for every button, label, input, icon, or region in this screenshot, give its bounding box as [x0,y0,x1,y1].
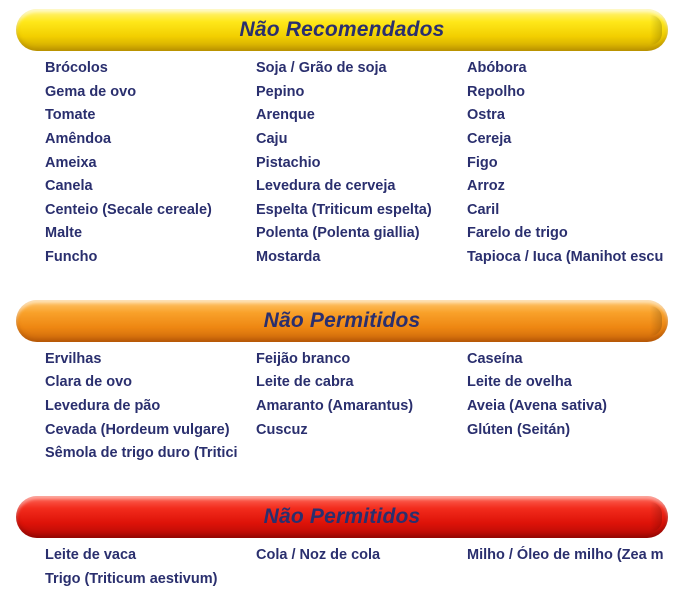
list-item: Pepino [256,84,305,100]
list-item: Trigo (Triticum aestivum) [45,571,218,587]
list-item: Clara de ovo [45,374,133,390]
list-item: Feijão branco [256,351,351,367]
list-item: Amêndoa [45,131,112,147]
list-item: Glúten (Seitán) [467,422,571,438]
section-title: Não Permitidos [263,309,421,332]
section-title: Não Permitidos [263,505,421,528]
list-item: Leite de vaca [45,547,137,563]
list-item: Levedura de pão [45,398,161,414]
list-item: Caril [467,202,500,218]
list-item: Polenta (Polenta giallia) [256,225,420,241]
list-item: Repolho [467,84,525,100]
list-item: Centeio (Secale cereale) [45,202,212,218]
list-item: Leite de cabra [256,374,354,390]
list-item: Leite de ovelha [467,374,572,390]
list-item: Soja / Grão de soja [256,60,387,76]
list-item: Funcho [45,249,98,265]
list-item: Milho / Óleo de milho (Zea m [467,547,664,563]
list-item: Aveia (Avena sativa) [467,398,607,414]
list-item: Sêmola de trigo duro (Tritici [45,445,238,461]
section-title: Não Recomendados [239,18,445,41]
list-item: Brócolos [45,60,108,76]
list-item: Cola / Noz de cola [256,547,381,563]
list-item: Arenque [256,107,315,123]
list-item: Malte [45,225,83,241]
list-item: Pistachio [256,155,321,171]
list-item: Cereja [467,131,512,147]
list-item: Amaranto (Amarantus) [256,398,414,414]
list-item: Mostarda [256,249,321,265]
banner-nao-permitidos-red [16,496,668,538]
list-item: Figo [467,155,498,171]
list-item: Cevada (Hordeum vulgare) [45,422,230,438]
list-item: Tomate [45,107,96,123]
list-item: Arroz [467,178,505,194]
list-item: Espelta (Triticum espelta) [256,202,432,218]
list-item: Ervilhas [45,351,102,367]
list-item: Levedura de cerveja [256,178,396,194]
list-item: Caju [256,131,288,147]
list-item: Tapioca / Iuca (Manihot escu [467,249,664,265]
banner-nao-recomendados [16,9,668,51]
list-item: Canela [45,178,93,194]
banner-nao-permitidos-orange [16,300,668,342]
list-item: Cuscuz [256,422,308,438]
list-item: Ostra [467,107,505,123]
list-item: Ameixa [45,155,97,171]
list-item: Abóbora [467,60,527,76]
list-item: Gema de ovo [45,84,137,100]
list-item: Caseína [467,351,523,367]
list-item: Farelo de trigo [467,225,568,241]
